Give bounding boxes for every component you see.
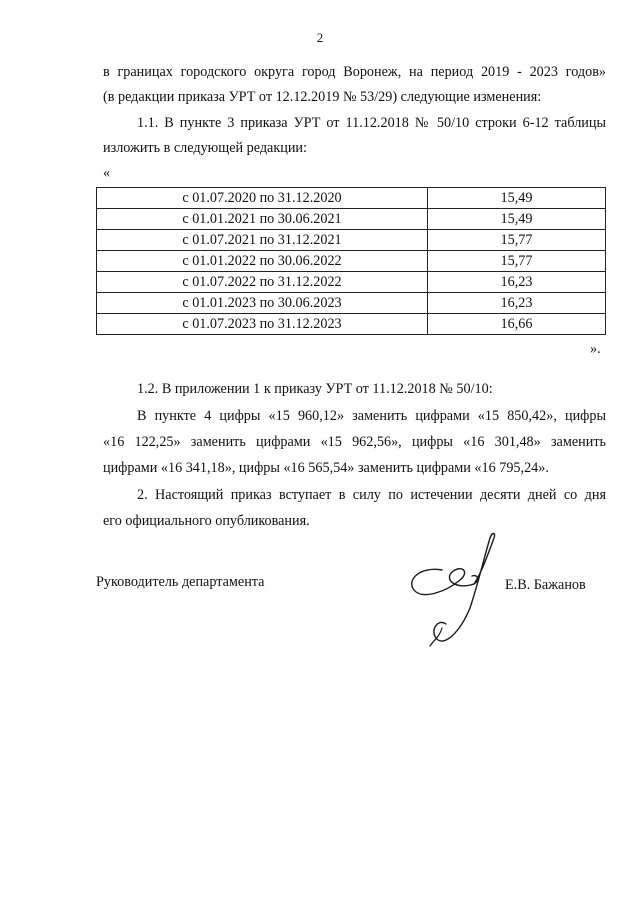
value-cell: 15,49 [428,209,606,230]
period-cell: с 01.01.2021 по 30.06.2021 [97,209,428,230]
rates-table [96,187,606,335]
value-cell: 15,77 [428,230,606,251]
value-cell: 16,66 [428,314,606,335]
table-row [97,209,606,230]
intro-line-2: (в редакции приказа УРТ от 12.12.2019 № 53/29) следующие изменения: [103,89,542,105]
signatory-name: Е.В. Бажанов [505,577,586,593]
period-cell: с 01.01.2023 по 30.06.2023 [97,293,428,314]
value-cell: 16,23 [428,293,606,314]
item-1-1-line-1: 1.1. В пункте 3 приказа УРТ от 11.12.2018 № 50/10 строки 6-12 таблицы [137,115,606,131]
opening-quote: « [103,165,111,181]
value-cell: 15,77 [428,251,606,272]
period-cell: с 01.01.2022 по 30.06.2022 [97,251,428,272]
table-row [97,293,606,314]
item-1-2-line-1: В пункте 4 цифры «15 960,12» заменить цифрами «15 850,42», цифры [137,408,606,424]
value-cell: 16,23 [428,272,606,293]
signatory-position: Руководитель департамента [96,574,265,590]
period-cell: с 01.07.2023 по 31.12.2023 [97,314,428,335]
period-cell: с 01.07.2020 по 31.12.2020 [97,188,428,209]
item-1-1-line-2: изложить в следующей редакции: [103,140,307,156]
page-number: 2 [316,30,324,45]
item-1-2-heading: 1.2. В приложении 1 к приказу УРТ от 11.12.2018 № 50/10: [137,381,493,397]
item-1-2-line-2: «16 122,25» заменить цифрами «15 962,56», цифры «16 301,48» заменить [103,434,606,450]
period-cell: с 01.07.2021 по 31.12.2021 [97,230,428,251]
value-cell: 15,49 [428,188,606,209]
intro-line-1: в границах городского округа город Воронеж, на период 2019 - 2023 годов» [103,64,606,80]
item-1-2-line-3: цифрами «16 341,18», цифры «16 565,54» заменить цифрами «16 795,24». [103,460,549,476]
table-row [97,188,606,209]
table-row [97,251,606,272]
handwritten-signature [400,528,510,658]
table-row [97,314,606,335]
item-2-line-1: 2. Настоящий приказ вступает в силу по истечении десяти дней со дня [137,487,606,503]
period-cell: с 01.07.2022 по 31.12.2022 [97,272,428,293]
closing-quote: ». [590,341,601,357]
table-row [97,230,606,251]
table-row [97,272,606,293]
item-2-line-2: его официального опубликования. [103,513,310,529]
